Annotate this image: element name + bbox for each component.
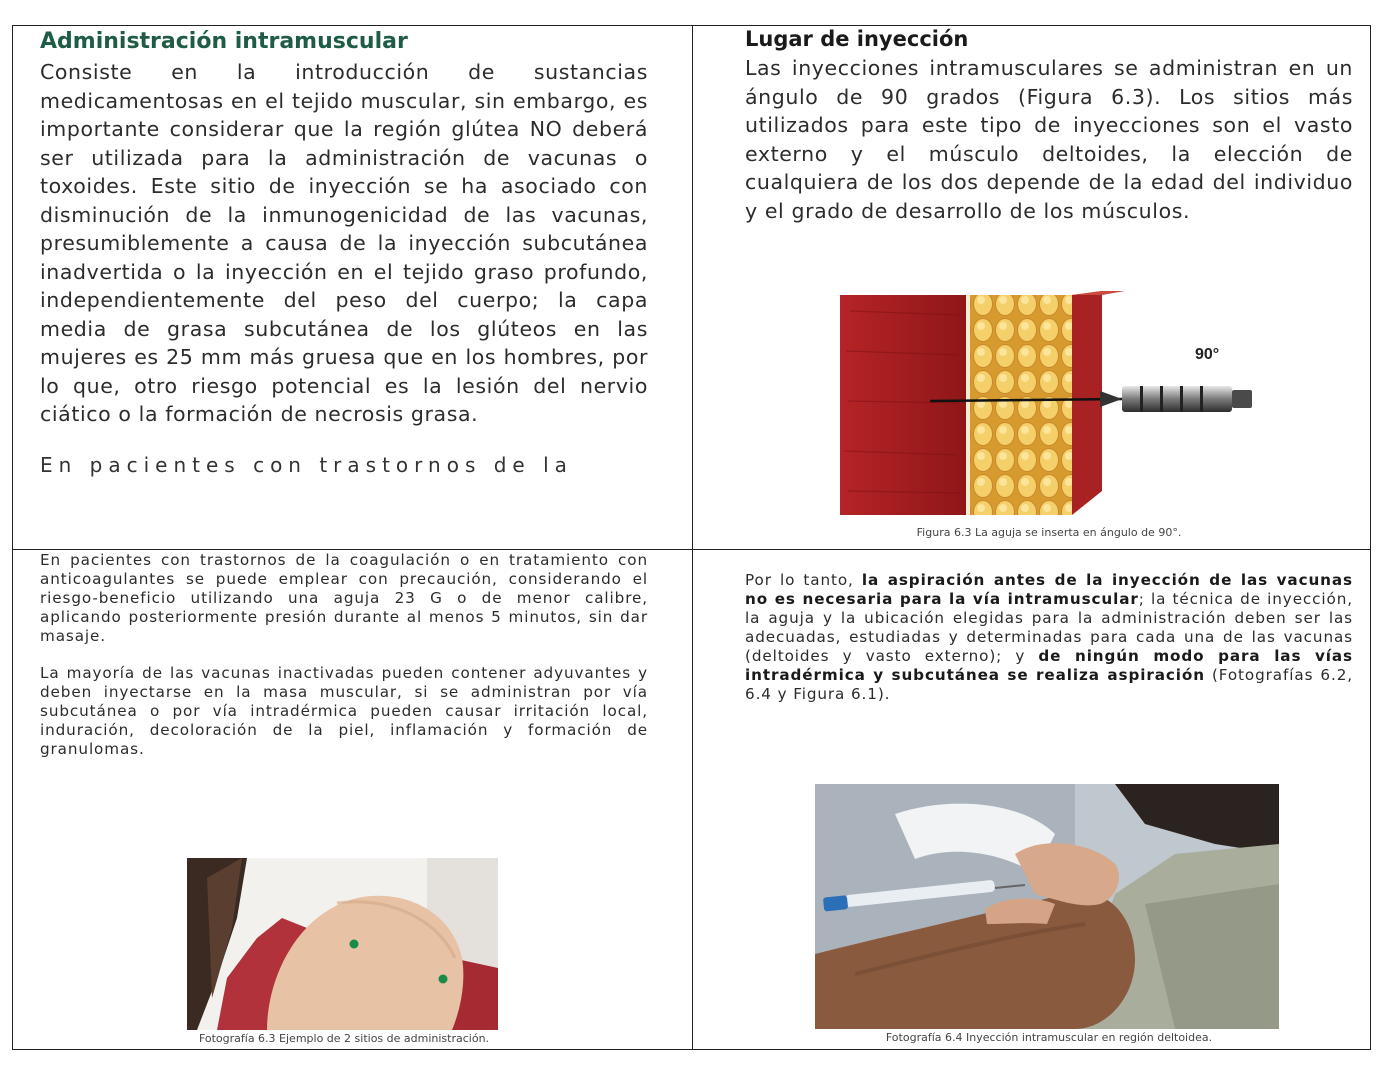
figure-caption: Figura 6.3 La aguja se inserta en ángulo de 90°. xyxy=(916,526,1182,539)
muscle-layer xyxy=(840,295,968,515)
needle-angle-figure xyxy=(840,291,1260,523)
syringe xyxy=(1122,386,1232,412)
section-injection-site xyxy=(745,26,1353,548)
section-intramuscular xyxy=(40,28,648,549)
vertical-divider xyxy=(692,25,693,1050)
injection-site-marker xyxy=(439,975,448,984)
section-paragraph: Las inyecciones intramusculares se administran en un ángulo de 90 grados (Figura 6.3). Los sitios más utilizados para este tipo de inyecciones son el vasto externo y el músculo deltoides, la elección de cualquiera de los dos depende de la edad del individuo y el grado de desarrollo de los músculos. xyxy=(745,56,1353,223)
angle-label: 90° xyxy=(1195,346,1220,363)
photo-caption: Fotografía 6.3 Ejemplo de 2 sitios de administración. xyxy=(198,1032,490,1045)
paragraph-aspiration xyxy=(745,571,1353,704)
text-end: (Fotografías 6.2, 6.4 y Figura 6.1). xyxy=(745,666,1353,703)
bold-statement: de ningún modo para las vías intradérmica y subcutánea se realiza aspiración xyxy=(745,647,1353,684)
paragraph-anticoagulants: En pacientes con trastornos de la coagulación o en tratamiento con anticoagulantes se puede emplear con precaución, considerando el riesgo-beneficio utilizando una aguja 23 G o de menor calibre, aplicando posteriormente presión durante al menos 5 minutos, sin dar masaje. xyxy=(40,551,648,645)
text-middle: ; la técnica de inyección, la aguja y la ubicación elegidas para la administración deben ser las adecuadas, estudiadas y determinadas para cada una de las vacunas (deltoides y vasto externo); y xyxy=(745,590,1353,665)
section-anticoagulation xyxy=(40,551,648,1047)
section-title: Lugar de inyección xyxy=(745,27,969,51)
section-aspiration xyxy=(745,571,1353,1047)
section-paragraph: Consiste en la introducción de sustancias medicamentosas en el tejido muscular, sin embargo, es importante considerar que la región glútea NO deberá ser utilizada para la administración de vacunas o toxoides. Este sitio de inyección se ha asociado con disminución de la inmunogenicidad de las vacunas, presumiblemente a causa de la inyección subcutánea inadvertida o la inyección en el tejido graso profundo, independientemente del peso del cuerpo; la capa media de grasa subcutánea de los glúteos en las mujeres es 25 mm más gruesa que en los hombres, por lo que, otro riesgo potencial es la lesión del nervio ciático o la formación de necrosis grasa. xyxy=(40,60,648,426)
paragraph-inactivated-vaccines: La mayoría de las vacunas inactivadas pueden contener adyuvantes y deben inyectarse en la masa muscular, si se administran por vía subcutánea o por vía intradérmica pueden causar irritación local, induración, decoloración de la piel, inflamación y formación de granulomas. xyxy=(40,664,648,758)
skin-layer xyxy=(1072,291,1102,515)
bold-statement: la aspiración antes de la inyección de las vacunas no es necesaria para la vía intramuscular xyxy=(745,571,1353,608)
arm-photo xyxy=(187,858,498,1030)
injection-site-marker xyxy=(350,940,359,949)
photo-caption: Fotografía 6.4 Inyección intramuscular en región deltoidea. xyxy=(885,1031,1213,1044)
deltoid-injection-photo xyxy=(815,784,1279,1029)
section-title: Administración intramuscular xyxy=(40,29,408,54)
text-intro: Por lo tanto, xyxy=(745,571,862,589)
fat-layer xyxy=(968,295,1072,515)
cut-off-text: En pacientes con trastornos de la xyxy=(40,452,573,477)
